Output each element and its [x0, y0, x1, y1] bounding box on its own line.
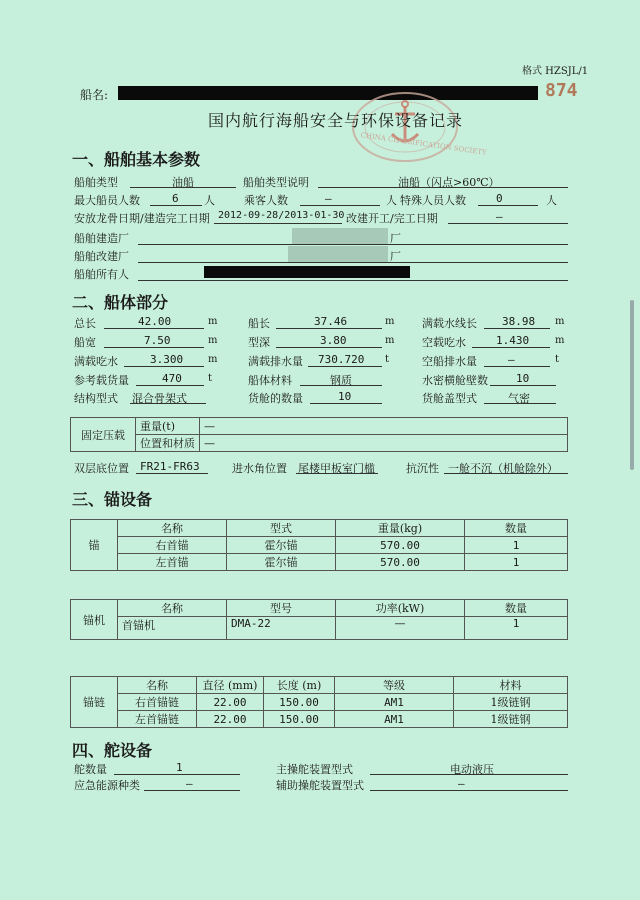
windlass-header: 数量: [465, 600, 568, 617]
ship-type-value: 油船: [172, 176, 194, 189]
chain-cell: 右首锚链: [118, 694, 197, 711]
table-row: [71, 617, 568, 640]
light-draft-label: 空载吃水: [422, 336, 466, 349]
sink-value: 一舱不沉（机舱除外）: [448, 462, 558, 475]
light-draft-value: 1.430: [496, 334, 530, 347]
bulkheads-value: 10: [516, 372, 530, 385]
light-disp-value: —: [508, 353, 515, 366]
redacted-ship-name: [118, 86, 538, 100]
blurred-rebuilder: [288, 246, 388, 262]
aux-steer-value: —: [458, 777, 465, 790]
full-draft-value: 3.300: [150, 353, 184, 366]
rebuilder-suffix: 厂: [390, 250, 401, 263]
ballast-weight-value: —: [200, 418, 568, 435]
windlass-header: 功率(kW): [336, 600, 465, 617]
material-label: 船体材料: [248, 374, 292, 387]
flood-value: 尾楼甲板室门槛: [298, 462, 375, 475]
chain-cell: 22.00: [197, 711, 264, 728]
framing-value: 混合骨架式: [132, 392, 187, 405]
flood-label: 进水角位置: [232, 462, 287, 475]
unit-m: m: [555, 335, 565, 346]
anchor-table: [70, 519, 568, 571]
windlass-header: 名称: [118, 600, 227, 617]
full-disp-label: 满载排水量: [248, 355, 303, 368]
main-steer-label: 主操舵装置型式: [276, 763, 353, 776]
ship-name-label: 船名:: [80, 88, 109, 102]
holds-value: 10: [338, 390, 352, 403]
anchor-cell: 右首锚: [118, 537, 227, 554]
beam-value: 7.50: [144, 334, 171, 347]
anchor-cell: 570.00: [336, 554, 465, 571]
lbp-label: 船长: [248, 317, 270, 330]
emergency-label: 应急能源种类: [74, 779, 140, 792]
ballast-pos-value: —: [200, 435, 568, 452]
beam-label: 船宽: [74, 336, 96, 349]
windlass-cell: 1: [465, 617, 568, 640]
section-4-heading: 四、舵设备: [72, 741, 153, 760]
unit-m: m: [208, 354, 218, 365]
builder-suffix: 厂: [390, 232, 401, 245]
passengers-value: —: [325, 192, 332, 205]
anchor-header: 型式: [227, 520, 336, 537]
anchor-cell: 左首锚: [118, 554, 227, 571]
unit-m: m: [385, 335, 395, 346]
depth-value: 3.80: [320, 334, 347, 347]
section-3-heading: 三、锚设备: [72, 490, 153, 509]
table-row: [71, 694, 568, 711]
table-row: [71, 711, 568, 728]
chain-cell: 1级链钢: [454, 711, 568, 728]
ship-type-label: 船舶类型: [74, 176, 118, 189]
chain-header: 名称: [118, 677, 197, 694]
anchor-cell: 1: [465, 537, 568, 554]
chain-cell: AM1: [335, 711, 454, 728]
unit-m: m: [208, 316, 218, 327]
keel-label: 安放龙骨日期/建造完工日期: [74, 212, 210, 225]
sink-label: 抗沉性: [406, 462, 439, 475]
chain-cell: 150.00: [264, 711, 335, 728]
ballast-table: [70, 417, 568, 452]
table-row: [71, 554, 568, 571]
rebuilder-label: 船舶改建厂: [74, 250, 129, 263]
anchor-header: 重量(kg): [336, 520, 465, 537]
anchor-cell: 1: [465, 554, 568, 571]
form-code: 格式 HZSJL/1: [522, 66, 589, 77]
aux-steer-label: 辅助操舵装置型式: [276, 779, 364, 792]
builder-label: 船舶建造厂: [74, 232, 129, 245]
chain-header: 直径 (mm): [197, 677, 264, 694]
rudders-label: 舵数量: [74, 763, 107, 776]
unit-t: t: [385, 354, 390, 365]
ballast-label: 固定压载: [71, 418, 136, 452]
section-1-heading: 一、船舶基本参数: [72, 150, 201, 169]
max-crew-label: 最大船员人数: [74, 194, 140, 207]
dwt-value: 470: [162, 372, 182, 385]
full-disp-value: 730.720: [318, 353, 365, 366]
unit-person: 人: [546, 194, 557, 207]
lwl-label: 满载水线长: [422, 317, 477, 330]
lbp-value: 37.46: [314, 315, 348, 328]
depth-label: 型深: [248, 336, 270, 349]
unit-m: m: [208, 335, 218, 346]
chain-cell: 左首锚链: [118, 711, 197, 728]
hatch-label: 货舱盖型式: [422, 392, 477, 405]
anchor-cell: 570.00: [336, 537, 465, 554]
emergency-value: —: [186, 777, 193, 790]
framing-label: 结构型式: [74, 392, 118, 405]
scrollbar[interactable]: [630, 300, 634, 470]
chain-table: [70, 676, 568, 728]
windlass-cell: —: [336, 617, 465, 640]
special-value: 0: [496, 192, 503, 205]
keel-value: 2012-09-28/2013-01-30: [218, 210, 345, 221]
windlass-cell: 首锚机: [118, 617, 227, 640]
ballast-pos-label: 位置和材质: [136, 435, 200, 452]
conversion-value: —: [496, 210, 503, 223]
chain-header: 等级: [335, 677, 454, 694]
unit-m: m: [555, 316, 565, 327]
chain-group-label: 锚链: [71, 677, 118, 728]
type-desc-value: 油船（闪点>60℃）: [398, 176, 500, 189]
chain-cell: 1级链钢: [454, 694, 568, 711]
loa-value: 42.00: [138, 315, 172, 328]
chain-cell: 22.00: [197, 694, 264, 711]
rudders-value: 1: [176, 761, 183, 774]
max-crew-value: 6: [172, 192, 179, 205]
main-steer-value: 电动液压: [450, 763, 494, 776]
special-label: 特殊人员人数: [400, 194, 466, 207]
unit-person: 人: [386, 194, 397, 207]
section-2-heading: 二、船体部分: [72, 293, 169, 312]
anchor-header: 名称: [118, 520, 227, 537]
table-row: [71, 537, 568, 554]
loa-label: 总长: [74, 317, 96, 330]
holds-label: 货舱的数量: [248, 392, 303, 405]
document-title: 国内航行海船安全与环保设备记录: [208, 111, 464, 130]
redacted-owner: [204, 266, 410, 278]
lwl-value: 38.98: [502, 315, 536, 328]
unit-t: t: [208, 373, 213, 384]
unit-m: m: [385, 316, 395, 327]
type-desc-label: 船舶类型说明: [243, 176, 309, 189]
chain-header: 长度 (m): [264, 677, 335, 694]
anchor-header: 数量: [465, 520, 568, 537]
owner-label: 船舶所有人: [74, 268, 129, 281]
unit-person: 人: [204, 194, 215, 207]
light-disp-label: 空船排水量: [422, 355, 477, 368]
dwt-label: 参考载货量: [74, 374, 129, 387]
chain-cell: AM1: [335, 694, 454, 711]
passengers-label: 乘客人数: [244, 194, 288, 207]
anchor-cell: 霍尔锚: [227, 537, 336, 554]
ballast-weight-label: 重量(t): [136, 418, 200, 435]
double-bottom-value: FR21-FR63: [140, 460, 200, 473]
chain-cell: 150.00: [264, 694, 335, 711]
windlass-table: [70, 599, 568, 640]
material-value: 钢质: [330, 374, 352, 387]
windlass-header: 型号: [227, 600, 336, 617]
windlass-cell: DMA-22: [227, 617, 336, 640]
stamp-number: 874: [545, 80, 578, 101]
windlass-group-label: 锚机: [71, 600, 118, 640]
double-bottom-label: 双层底位置: [74, 462, 129, 475]
chain-header: 材料: [454, 677, 568, 694]
conversion-label: 改建开工/完工日期: [346, 212, 438, 225]
hatch-value: 气密: [508, 392, 530, 405]
bulkheads-label: 水密横舱壁数: [422, 374, 488, 387]
blurred-builder: [292, 228, 388, 244]
anchor-cell: 霍尔锚: [227, 554, 336, 571]
unit-t: t: [555, 354, 560, 365]
anchor-group-label: 锚: [71, 520, 118, 571]
full-draft-label: 满载吃水: [74, 355, 118, 368]
seal-text: CHINA CLASSIFICATION SOCIETY: [360, 131, 488, 157]
